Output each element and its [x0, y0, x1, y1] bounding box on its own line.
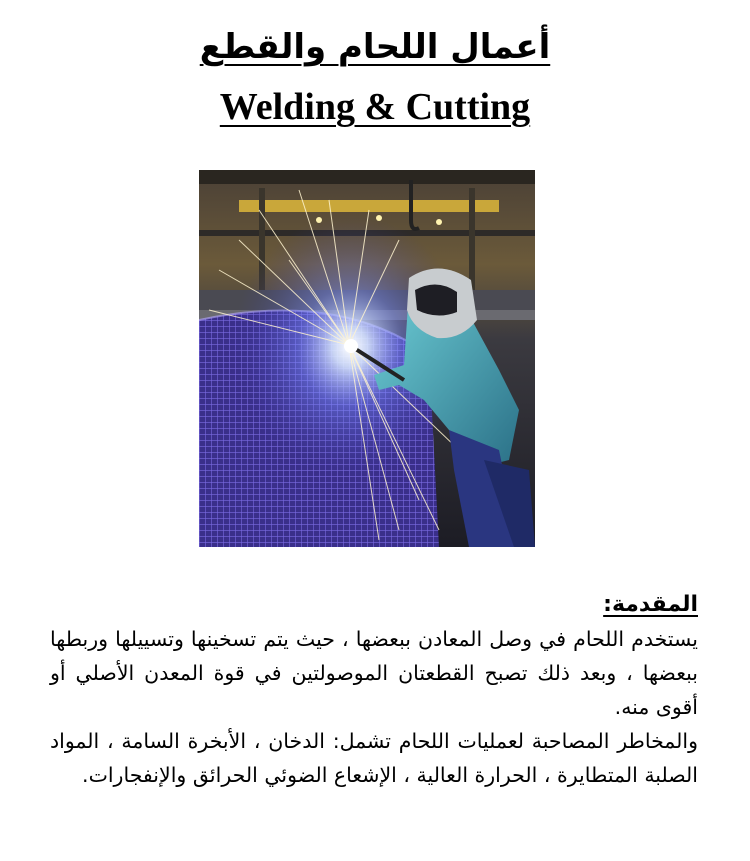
welding-photo [199, 170, 535, 547]
intro-paragraph-2: والمخاطر المصاحبة لعمليات اللحام تشمل: الدخان ، الأبخرة السامة ، المواد الصلبة المتطايرة ، الحرارة العالية ، الإشعاع الضوئي الحرائق والإنفجارات. [50, 729, 698, 787]
page-title-arabic-text: أعمال اللحام والقطع [199, 27, 551, 67]
page-title-arabic [0, 26, 750, 68]
intro-heading: المقدمة: [603, 592, 698, 617]
intro-paragraph-1: يستخدم اللحام في وصل المعادن ببعضها ، حيث يتم تسخينها وتسييلها وربطها ببعضها ، وبعد ذلك تصبح القطعتان الموصولتين في قوة المعدن الأصلي أو أقوى منه. [50, 627, 698, 719]
page-title-english [0, 84, 750, 130]
intro-body [50, 622, 698, 792]
page-title-english-text: Welding & Cutting [219, 86, 531, 128]
